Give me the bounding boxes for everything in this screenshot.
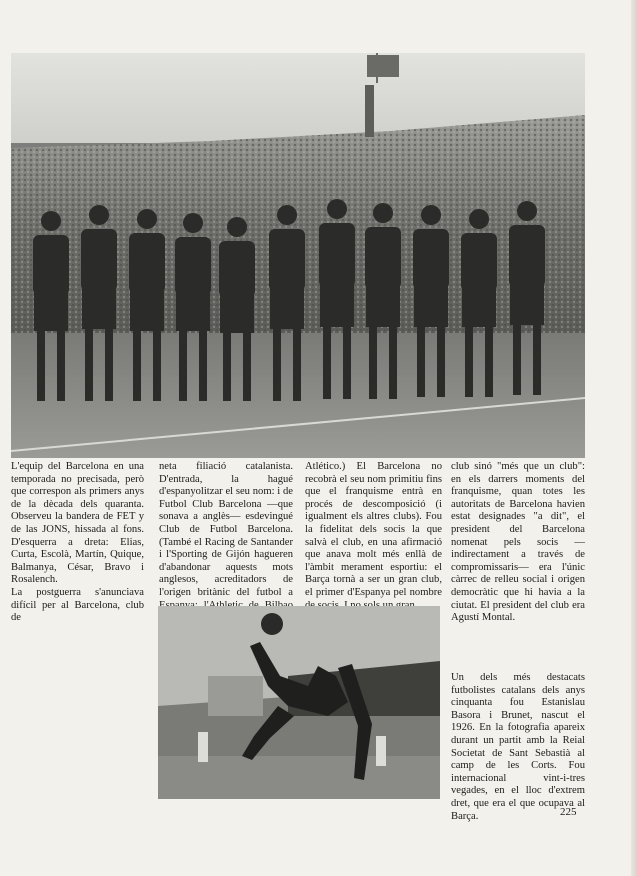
page-number: 225 xyxy=(560,806,577,818)
body-text-start: La postguerra s'anunciava difícil per al Barcelona, club de xyxy=(11,586,144,624)
body-text-column-4 xyxy=(451,461,585,625)
basora-photo-caption xyxy=(451,672,585,823)
team-photo xyxy=(11,53,585,458)
page-edge xyxy=(631,0,637,876)
body-text-column-2 xyxy=(159,461,293,625)
body-text-column-3 xyxy=(305,461,442,612)
caption-team-paragraph: L'equip del Barcelona en una temporada no precisada, però que correspon als primers anys de la dècada dels quaranta. Observeu la bandera de FET y de las JONS, hissada al fons. D'esquerra a dreta: Elias, Curta, Escolà, Martín, Quique, Balmanya, César, Bravo i Rosalench. xyxy=(11,461,144,586)
body-paragraph: club sinó "més que un club": en els darrers moments del franquisme, quan totes les autoritats de Barcelona havien estat designades "a dit", el president del Barcelona nomenat pels socis —indirectament a través de compromissaris— era l'únic càrrec de relleu social i origen democràtic que hi havia a la ciutat. El president del club era Agustí Montal. xyxy=(451,461,585,624)
caption-basora-paragraph: Un dels més destacats futbolistes catalans dels anys cinquanta fou Estanislau Basora i Brunet, nascut el 1926. En la fotografia apareix durant un partit amb la Reial Societat de Sant Sebastià al camp de les Corts. Fou internacional vint-i-tres vegades, en el lloc d'extrem dret, que era el que ocupava al Barça. xyxy=(451,672,585,822)
team-photo-image xyxy=(11,53,585,458)
body-paragraph: neta filiació catalanista. D'entrada, la hagué d'espanyolitzar el seu nom: i de Futbol Club Barcelona —que sonava a anglès— esdevingué Club de Futbol Barcelona. (També el Racing de Santander i l'Sporting de Gijón hagueren d'abandonar aquests mots anglesos, acreditadors de l'origen britànic del futbol a xyxy=(159,461,293,598)
basora-photo-image xyxy=(158,606,440,799)
team-photo-caption xyxy=(11,461,144,625)
body-paragraph: Atlético.) El Barcelona no recobrà el seu nom primitiu fins que el franquisme entrà en procés de descomposició (i igualment els altres clubs). Fou la fidelitat dels socis la que salvà el club, en una afirmació que anava molt més enllà de l'àmbit merament esportiu: el Barça tornà a ser un gran club, el primer d'Espanya pel nombre xyxy=(305,461,442,598)
basora-photo xyxy=(158,606,440,799)
